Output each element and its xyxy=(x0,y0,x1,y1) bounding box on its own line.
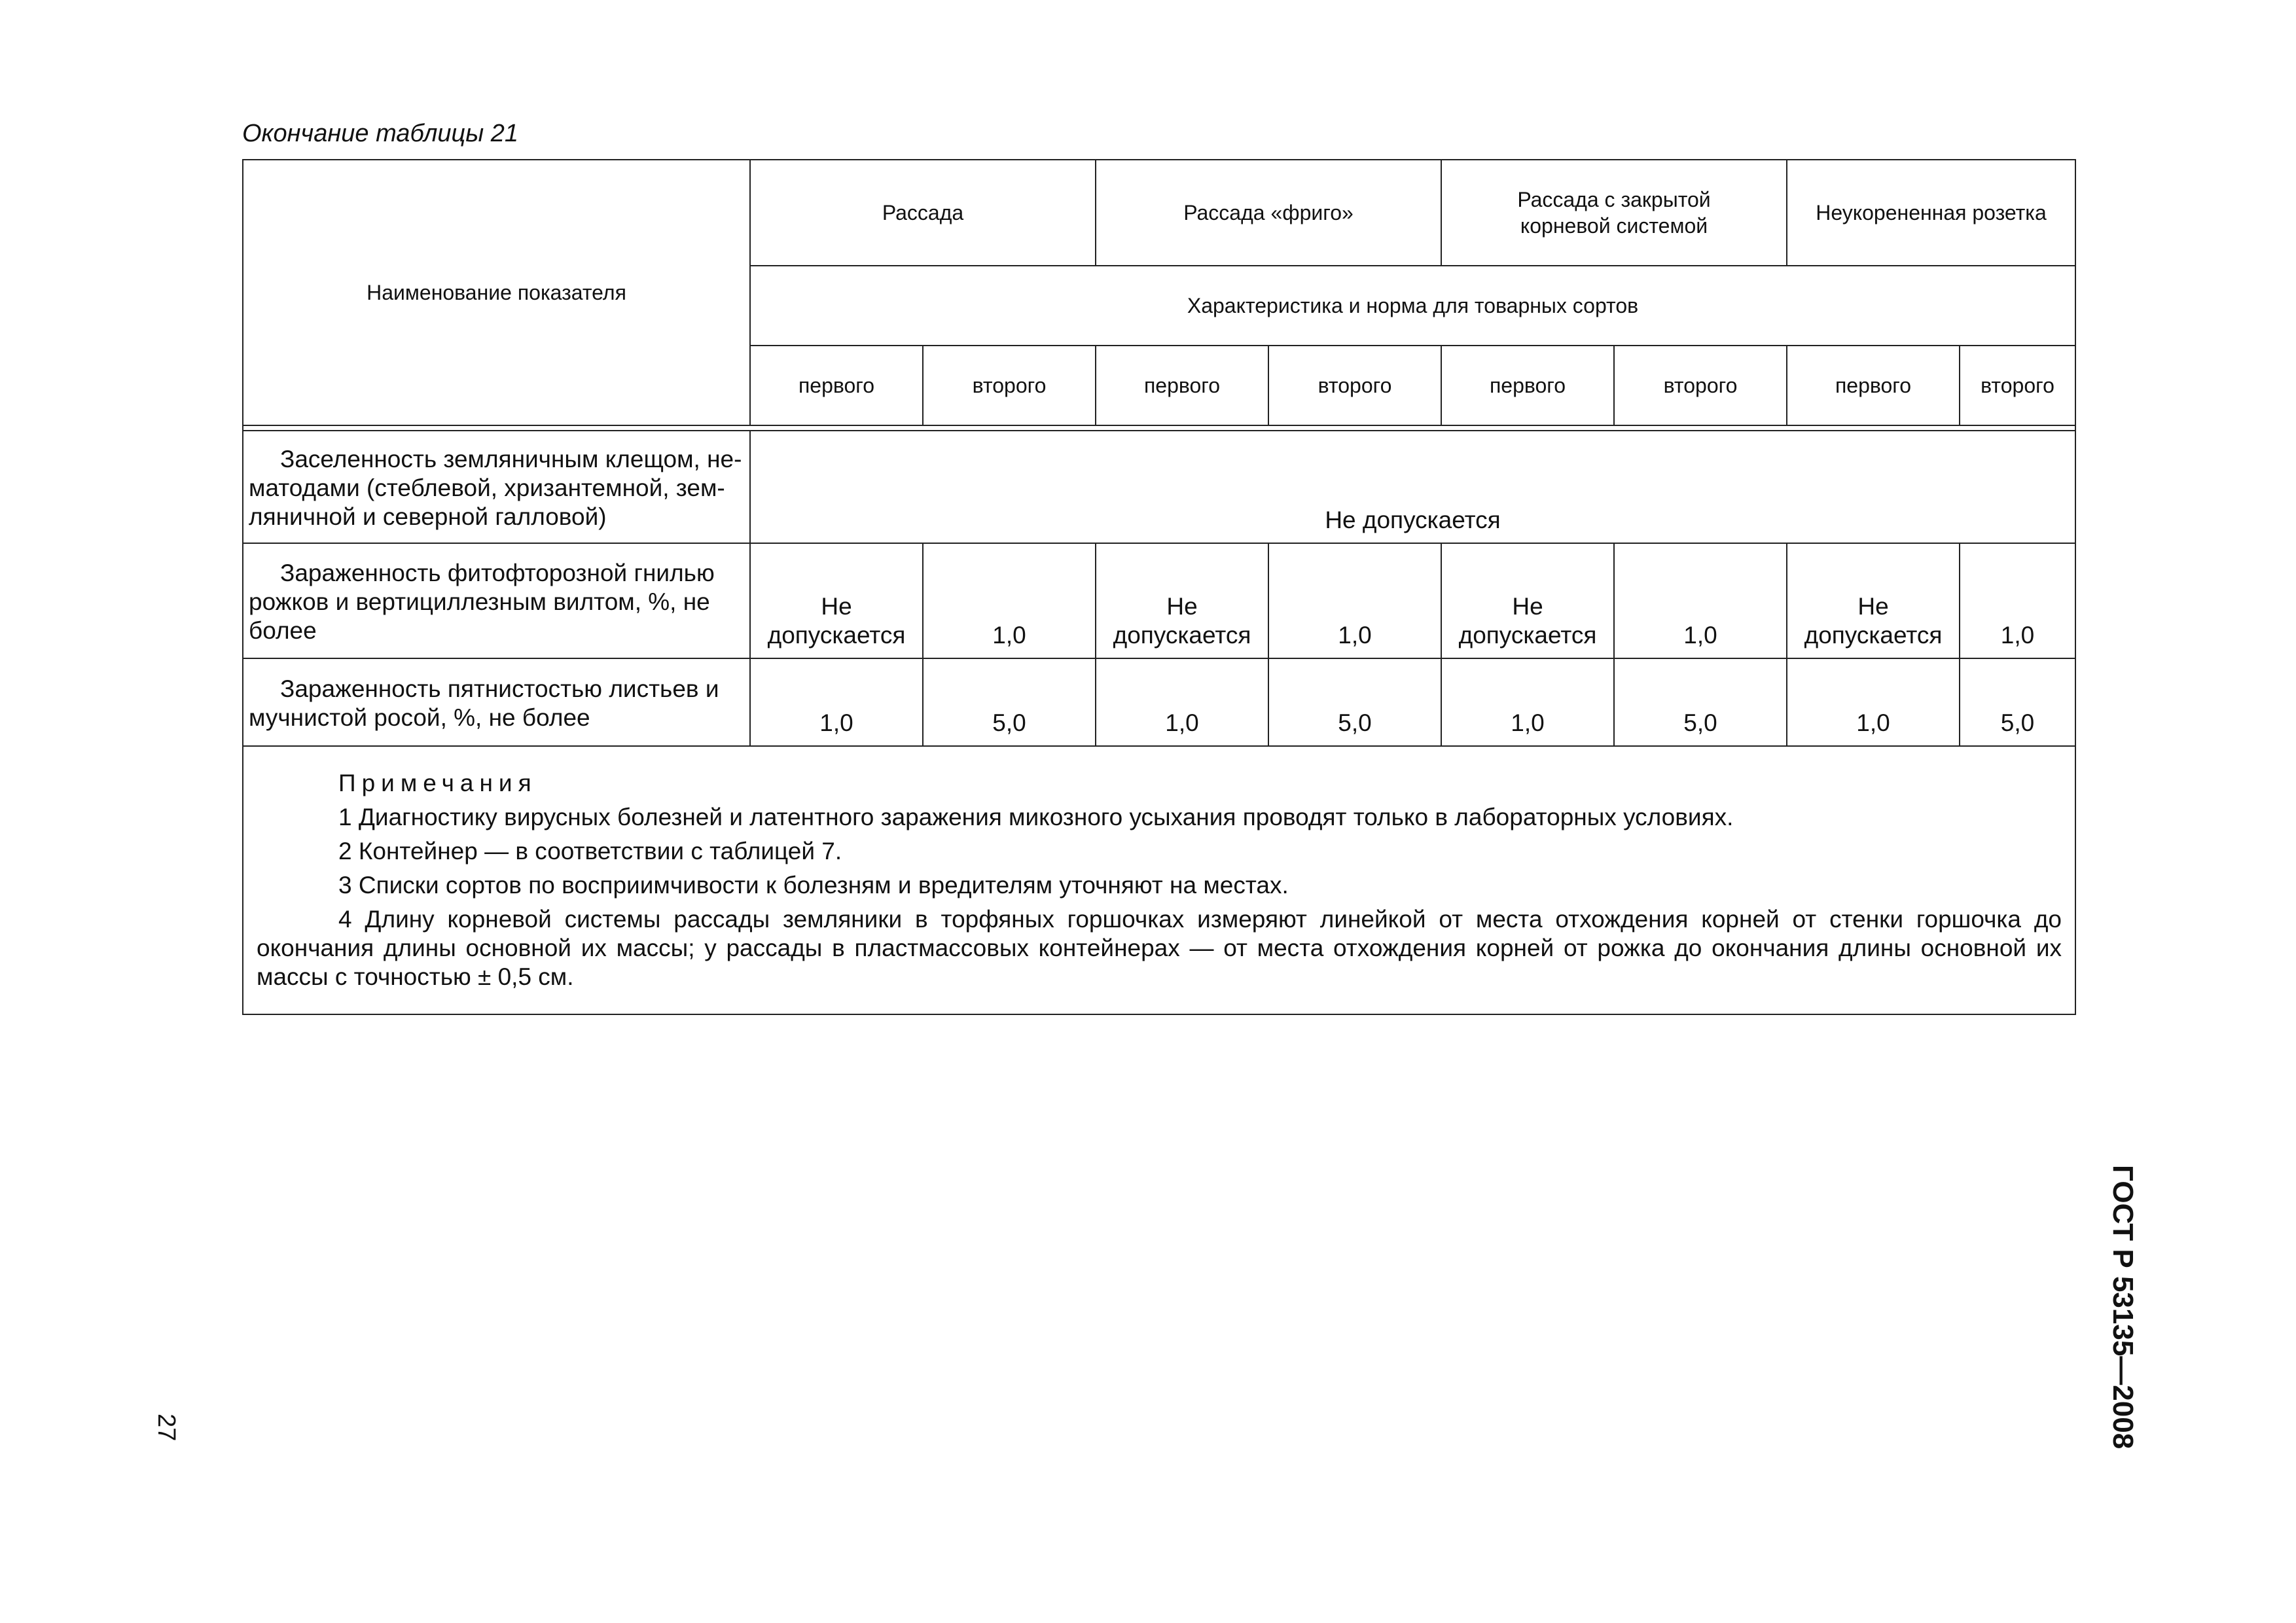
header-group-rassada: Рассада xyxy=(750,160,1096,266)
value-cell: 1,0 xyxy=(1268,543,1441,658)
row-name xyxy=(243,431,750,543)
grade-header: второго xyxy=(1614,346,1787,425)
value-cell: 1,0 xyxy=(1096,658,1268,746)
grade-header: второго xyxy=(1268,346,1441,425)
header-group-closed-root xyxy=(1441,160,1787,266)
value-cell: 1,0 xyxy=(923,543,1096,658)
header-group-rosette: Неукорененная розетка xyxy=(1787,160,2075,266)
row-name-line: Заселенность земляничным клещом, не- xyxy=(280,446,742,473)
table-caption: Окончание таблицы 21 xyxy=(242,120,519,147)
grade-header: второго xyxy=(923,346,1096,425)
value-cell: 1,0 xyxy=(750,658,923,746)
value-cell: 1,0 xyxy=(1441,658,1614,746)
note-item: 2 Контейнер — в соответствии с таблицей 7. xyxy=(338,838,842,865)
page-number: 27 xyxy=(152,1414,180,1442)
row-name-line: мучнистой росой, %, не более xyxy=(249,704,590,731)
row-name-line: матодами (стеблевой, хризантемной, зем- xyxy=(249,474,725,501)
document-code: ГОСТ Р 53135—2008 xyxy=(2107,1165,2139,1450)
row-name-line: рожков и вертициллезным вилтом, %, не xyxy=(249,588,710,615)
grade-header: первого xyxy=(750,346,923,425)
row-name-line: более xyxy=(249,617,317,644)
notes-title: Примечания xyxy=(338,770,537,796)
value-cell: Не допускается xyxy=(1787,543,1960,658)
row-name-line: Зараженность пятнистостью листьев и xyxy=(280,675,719,702)
value-cell: Не допускается xyxy=(1096,543,1268,658)
table-row xyxy=(243,543,2075,658)
row-name-line: Зараженность фитофторозной гнилью xyxy=(280,560,715,586)
note-item: 3 Списки сортов по восприимчивости к болезням и вредителям уточняют на местах. xyxy=(338,872,1289,899)
value-cell: Не допускается xyxy=(750,543,923,658)
row-name-line: ляничной и северной галловой) xyxy=(249,503,607,530)
value-cell: 1,0 xyxy=(1787,658,1960,746)
value-cell: 1,0 xyxy=(1614,543,1787,658)
grade-header: первого xyxy=(1096,346,1268,425)
value-cell: 1,0 xyxy=(1960,543,2075,658)
value-cell: 5,0 xyxy=(1614,658,1787,746)
row-name xyxy=(243,658,750,746)
header-param-name: Наименование показателя xyxy=(243,160,750,425)
note-item: 4 Длину корневой системы рассады земляники в торфяных горшочках измеряют линейкой от места отхождения корней от стенки горшочка до окончания длины основной их массы; у рассады в пластмассовых контейнерах — от места отхождения корней от рожка до окончания длины основной их массы с точностью ± 0,5 см. xyxy=(257,906,2062,990)
header-group-frigo: Рассада «фриго» xyxy=(1096,160,1441,266)
table-row xyxy=(243,431,2075,543)
value-cell: 5,0 xyxy=(923,658,1096,746)
notes-block xyxy=(243,746,2075,1014)
row-name xyxy=(243,543,750,658)
grade-header: первого xyxy=(1787,346,1960,425)
value-cell: 5,0 xyxy=(1960,658,2075,746)
grade-header: первого xyxy=(1441,346,1614,425)
data-table xyxy=(242,159,2076,1015)
header-row-groups xyxy=(243,160,2075,266)
value-cell: 5,0 xyxy=(1268,658,1441,746)
grade-header: второго xyxy=(1960,346,2075,425)
note-item: 1 Диагностику вирусных болезней и латентного заражения микозного усыхания проводят только в лабораторных условиях. xyxy=(338,804,1734,830)
header-separator xyxy=(243,425,2075,431)
value-cell: Не допускается xyxy=(1441,543,1614,658)
header-char-norm: Характеристика и норма для товарных сортов xyxy=(750,266,2075,346)
notes-row xyxy=(243,746,2075,1014)
merged-value: Не допускается xyxy=(750,431,2075,543)
header-group-closed-root-label: Рассада с закрытой корневой системой xyxy=(1517,188,1711,238)
table-row xyxy=(243,658,2075,746)
